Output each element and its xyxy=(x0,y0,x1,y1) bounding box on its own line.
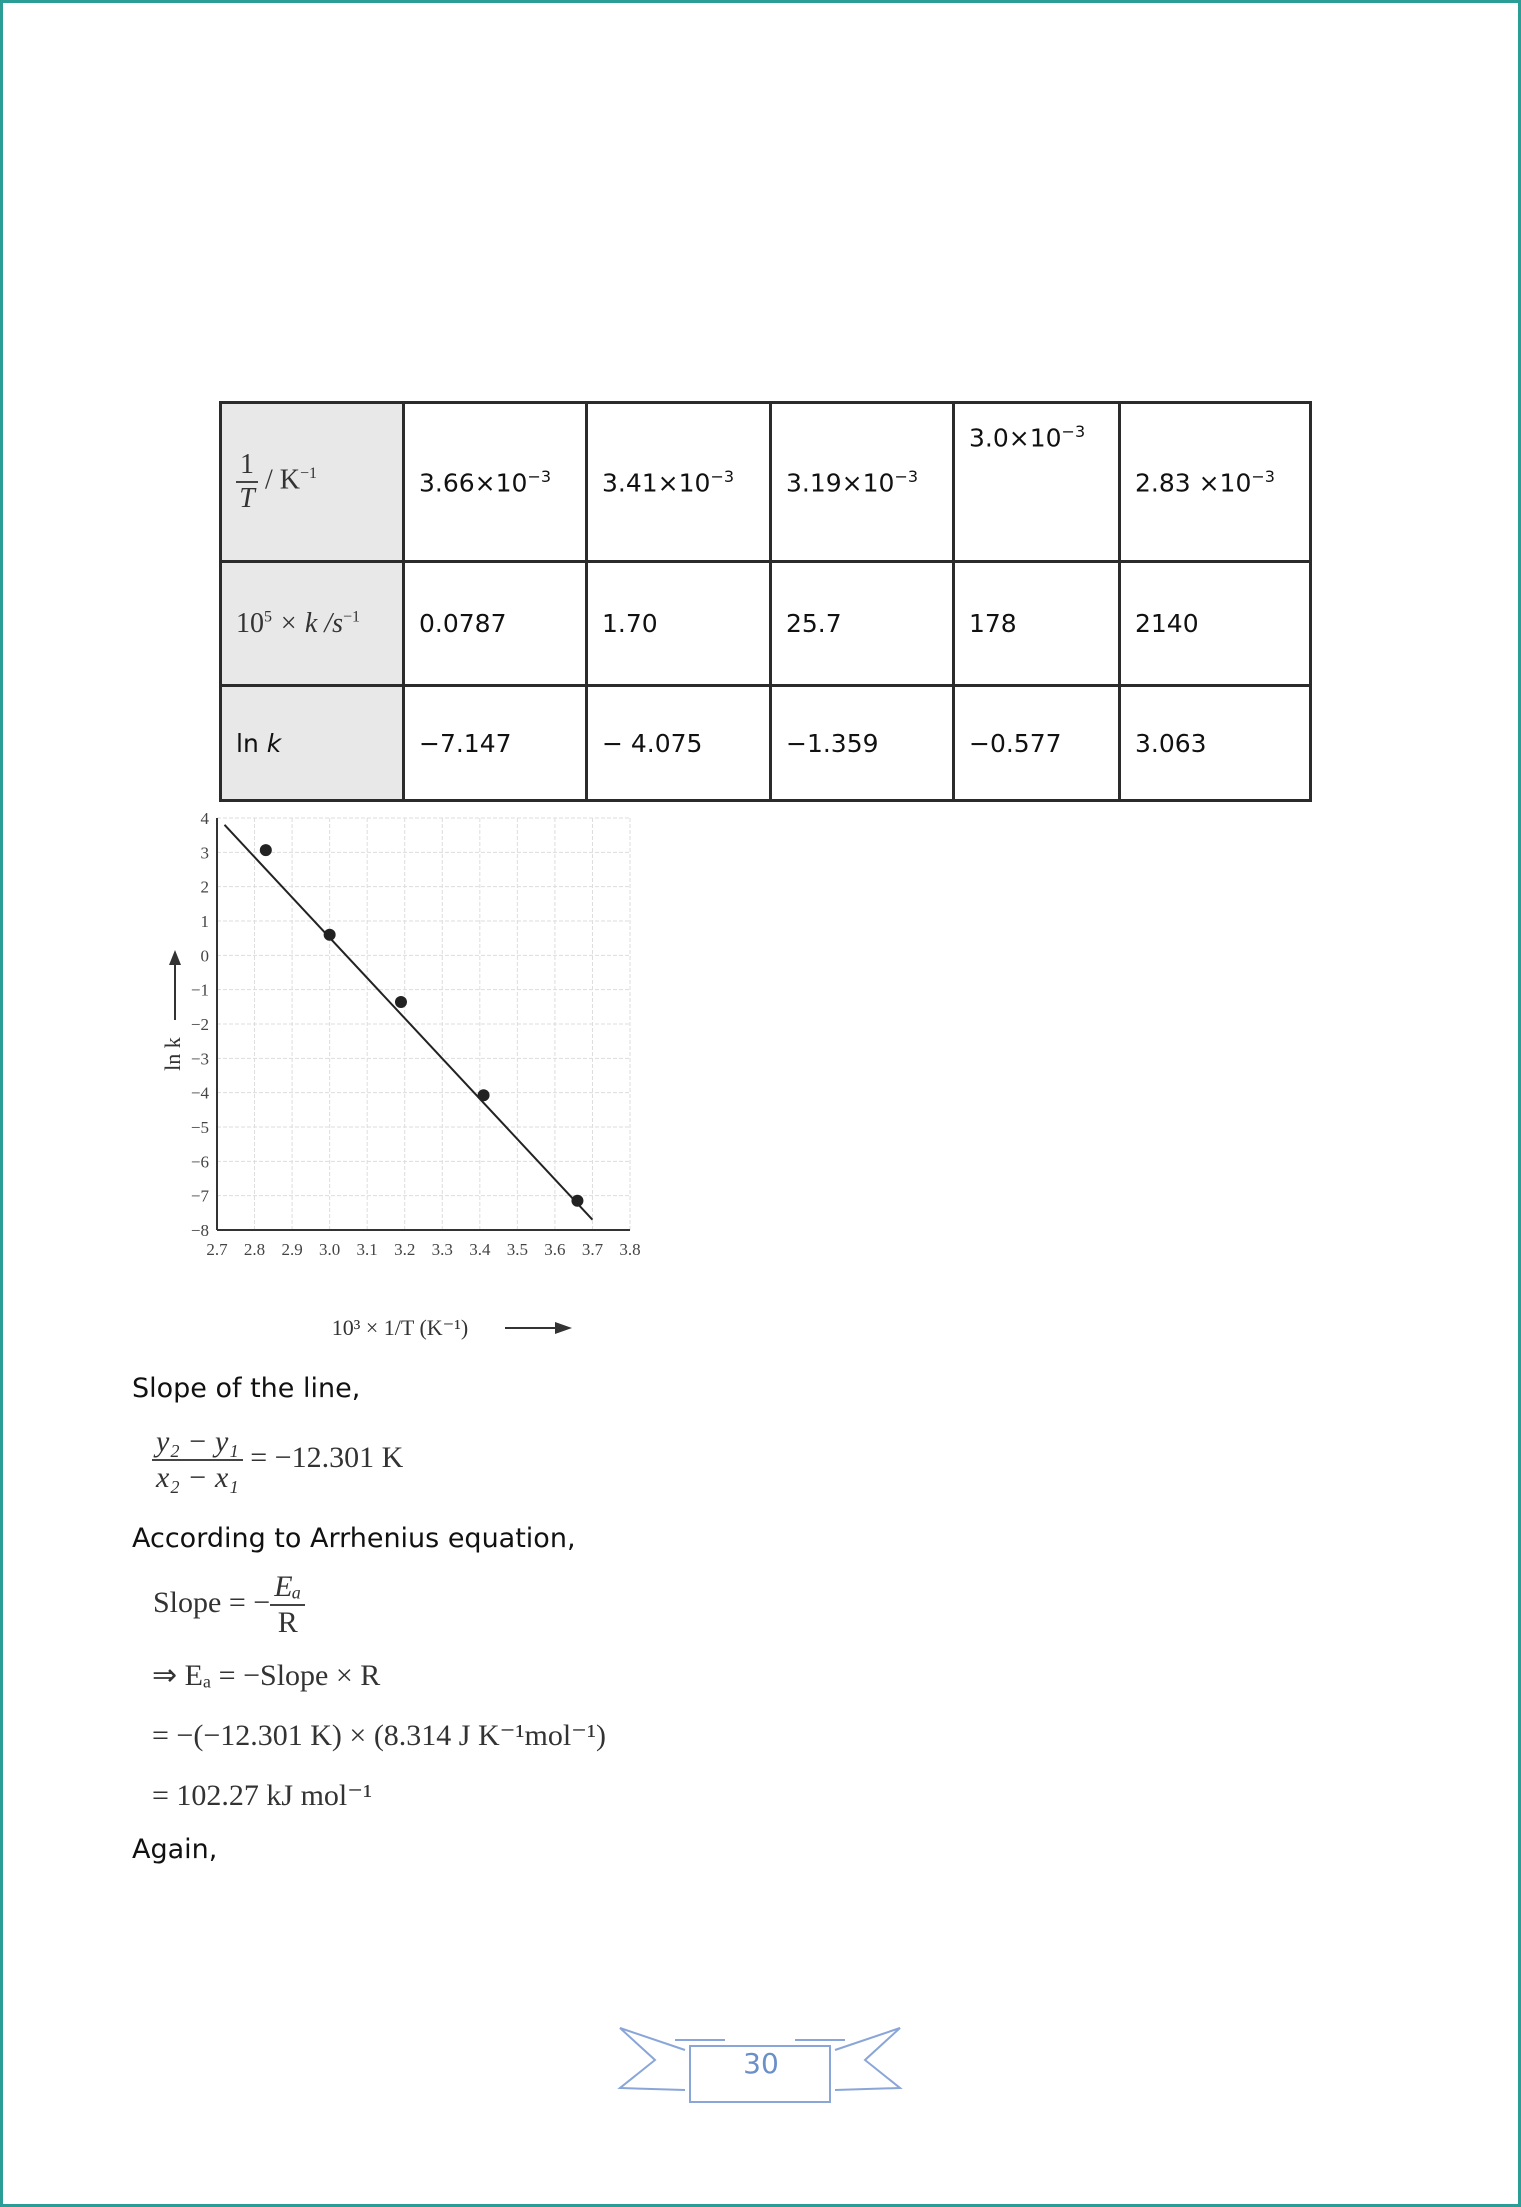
table-cell: 0.0787 xyxy=(404,562,587,686)
y-axis-arrowhead xyxy=(169,950,181,965)
y-tick-label: 4 xyxy=(200,809,209,828)
data-point xyxy=(571,1195,583,1207)
cell-value: 3.66×10 xyxy=(419,468,528,498)
table-cell xyxy=(1120,403,1311,562)
x-tick-label: 3.3 xyxy=(431,1240,453,1259)
label-pre-sup: 5 xyxy=(264,608,272,626)
slope-value: = −12.301 K xyxy=(250,1440,404,1474)
table-cell: 2140 xyxy=(1120,562,1311,686)
x-tick-label: 3.4 xyxy=(469,1240,491,1259)
data-point xyxy=(395,996,407,1008)
y-tick-label: 1 xyxy=(200,912,209,931)
table-cell: −0.577 xyxy=(954,686,1120,801)
cell-exp: −3 xyxy=(894,466,919,486)
cell-exp: −3 xyxy=(710,466,735,486)
table-cell: 25.7 xyxy=(771,562,954,686)
table-cell: 1.70 xyxy=(587,562,771,686)
y-axis-label xyxy=(160,950,185,1071)
slope-denominator: x₂ − x₁ xyxy=(156,1461,239,1494)
row-header-rate-constant xyxy=(221,562,404,686)
x-tick-label: 3.2 xyxy=(394,1240,416,1259)
table-cell xyxy=(404,403,587,562)
y-axis-title: ln k xyxy=(160,1037,185,1071)
y-tick-label: −1 xyxy=(190,980,209,1000)
x-axis-arrowhead xyxy=(555,1322,572,1334)
x-tick-label: 2.8 xyxy=(243,1240,266,1259)
table-cell: −1.359 xyxy=(771,686,954,801)
row-header-ln-k xyxy=(221,686,404,801)
page-number: 30 xyxy=(743,2047,779,2080)
label-sup: −1 xyxy=(343,608,361,626)
label-pre: 10 xyxy=(236,607,264,639)
equation-ea: ⇒ Eₐ = −Slope × R xyxy=(152,1659,381,1692)
equation-substitution: = −(−12.301 K) × (8.314 J K⁻¹mol⁻¹) xyxy=(152,1719,606,1752)
x-tick-label: 3.7 xyxy=(581,1240,604,1259)
x-tick-label: 2.7 xyxy=(206,1240,228,1259)
label-italic: k xyxy=(266,728,282,758)
x-axis-title: 10³ × 1/T (K⁻¹) xyxy=(331,1315,469,1340)
data-point xyxy=(260,844,272,856)
table-cell xyxy=(771,403,954,562)
table-cell: 3.063 xyxy=(1120,686,1311,801)
y-tick-label: −8 xyxy=(190,1221,209,1240)
label-text: ln xyxy=(236,728,267,758)
eq1-numerator: Eₐ xyxy=(270,1570,305,1606)
x-tick-label: 2.9 xyxy=(281,1240,303,1259)
x-tick-label: 3.5 xyxy=(506,1240,528,1259)
table-cell: −7.147 xyxy=(404,686,587,801)
cell-exp: −3 xyxy=(1061,422,1086,441)
x-tick-label: 3.0 xyxy=(319,1240,341,1259)
data-point xyxy=(478,1089,490,1101)
table-cell xyxy=(954,403,1120,562)
cell-exp: −3 xyxy=(527,466,552,486)
row-header-inverse-temperature xyxy=(221,403,404,562)
x-tick-label: 3.1 xyxy=(356,1240,378,1259)
cell-value: 3.41×10 xyxy=(602,468,711,498)
y-tick-label: 0 xyxy=(200,946,209,966)
table-cell: − 4.075 xyxy=(587,686,771,801)
slope-equation xyxy=(152,1425,403,1495)
data-point xyxy=(324,929,336,941)
y-tick-label: −4 xyxy=(190,1083,209,1103)
arrhenius-intro: According to Arrhenius equation, xyxy=(132,1523,576,1554)
eq1-denominator: R xyxy=(277,1606,298,1639)
again-text: Again, xyxy=(132,1834,218,1865)
slope-numerator: y₂ − y₁ xyxy=(152,1425,243,1461)
cell-value: 3.19×10 xyxy=(786,468,895,498)
cell-value: 2.83 ×10 xyxy=(1135,468,1252,498)
arrhenius-plot xyxy=(140,800,680,1360)
x-tick-label: 3.8 xyxy=(619,1240,641,1259)
label-mid: × k /s xyxy=(272,607,343,639)
y-tick-label: 2 xyxy=(200,877,209,897)
equation-slope-ea xyxy=(153,1570,305,1640)
equation-result: = 102.27 kJ mol⁻¹ xyxy=(152,1779,373,1812)
data-table xyxy=(219,401,1312,802)
x-axis-label xyxy=(332,1315,572,1340)
table-cell: 178 xyxy=(954,562,1120,686)
x-tick-label: 3.6 xyxy=(544,1240,566,1259)
label-unit: / K xyxy=(265,464,300,496)
label-sup: −1 xyxy=(300,465,318,483)
cell-exp: −3 xyxy=(1251,466,1275,486)
y-tick-label: −3 xyxy=(190,1049,209,1069)
label-num: 1 xyxy=(236,449,258,483)
table-cell xyxy=(587,403,771,562)
fit-line xyxy=(225,825,593,1220)
slope-intro: Slope of the line, xyxy=(132,1373,361,1404)
y-tick-label: −5 xyxy=(190,1118,209,1137)
y-tick-label: −2 xyxy=(190,1015,209,1034)
y-tick-label: −7 xyxy=(190,1186,209,1206)
label-den: T xyxy=(239,483,255,514)
cell-value: 3.0×10 xyxy=(969,423,1062,453)
y-tick-label: −6 xyxy=(190,1152,209,1172)
y-tick-label: 3 xyxy=(200,843,209,863)
eq1-left: Slope = − xyxy=(153,1585,271,1619)
